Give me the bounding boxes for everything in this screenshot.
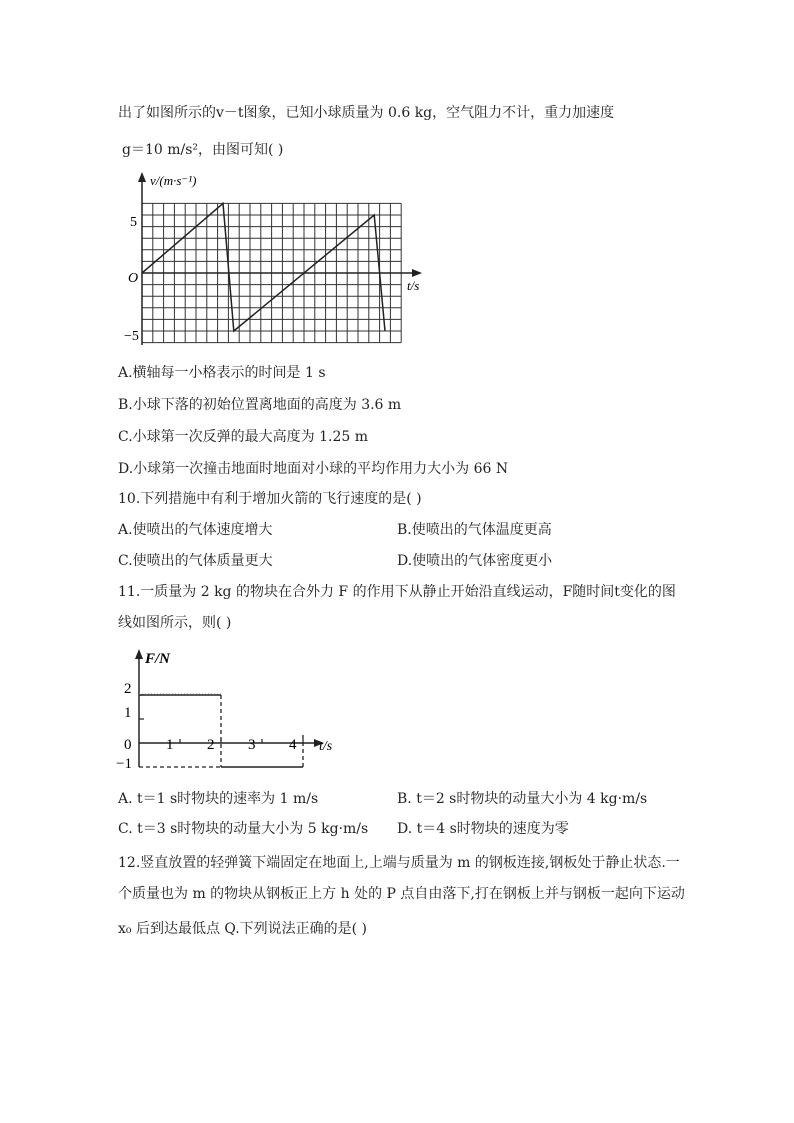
q11-option-a: A. t＝1 s时物块的速率为 1 m/s [118,791,319,807]
vt-tick-neg5: −5 [124,329,139,344]
ft-tick-label-2: 2 [207,737,215,753]
q11-option-c: C. t＝3 s时物块的动量大小为 5 kg·m/s [118,821,369,837]
vt-tick-5: 5 [130,215,137,230]
vt-y-arrow [138,172,146,182]
vt-chart [120,170,430,350]
q10-option-a: A.使喷出的气体速度增大 [118,522,273,538]
ft-tick-label-3: 3 [248,737,256,753]
q12-stem-line2: 个质量也为 m 的物块从钢板正上方 h 处的 P 点自由落下,打在钢板上并与钢板一起向下运动 [118,886,685,902]
ft-tick-label-1: 1 [166,737,174,753]
ft-y-arrow [135,649,143,659]
ft-chart [112,645,352,775]
q11-stem-line2: 线如图所示，则( ) [118,615,232,631]
q9-option-a: A.横轴每一小格表示的时间是 1 s [118,365,326,381]
vt-series-line [142,203,385,331]
ft-ytick-neg1: −1 [116,756,132,772]
ft-ytick-2: 2 [124,681,132,697]
ft-ytick-1: 1 [124,705,132,721]
q12-stem-line1: 12.竖直放置的轻弹簧下端固定在地面上,上端与质量为 m 的钢板连接,钢板处于静止状态.一 [118,855,680,871]
q10-stem: 10.下列措施中有利于增加火箭的飞行速度的是( ) [118,491,422,507]
q12-stem-line3: x₀ 后到达最低点 Q.下列说法正确的是( ) [118,921,368,937]
vt-x-axis-label: t/s [407,278,420,293]
q9-option-d: D.小球第一次撞击地面时地面对小球的平均作用力大小为 66 N [118,461,509,477]
ft-tick-label-0: 0 [124,737,132,753]
vt-tick-origin: O [128,271,139,286]
ft-tick-label-4: 4 [289,737,297,753]
q11-option-d: D. t＝4 s时物块的速度为零 [397,821,569,837]
q9-option-b: B.小球下落的初始位置离地面的高度为 3.6 m [118,397,402,413]
q10-option-d: D.使喷出的气体密度更小 [397,553,553,569]
vt-y-axis-label: v/(m·s⁻¹) [150,173,197,188]
vt-x-arrow [412,269,422,277]
q10-option-b: B.使喷出的气体温度更高 [397,522,552,538]
q11-option-b: B. t＝2 s时物块的动量大小为 4 kg·m/s [397,791,648,807]
q11-stem-line1: 11.一质量为 2 kg 的物块在合外力 F 的作用下从静止开始沿直线运动，F随时间t变化的图 [118,584,676,600]
q9-option-c: C.小球第一次反弹的最大高度为 1.25 m [118,429,369,445]
q9-stem-line1: 出了如图所示的v－t图象，已知小球质量为 0.6 kg，空气阻力不计，重力加速度 [118,105,615,121]
q10-option-c: C.使喷出的气体质量更大 [118,553,273,569]
q9-stem-line2: g＝10 m/s²，由图可知( ) [122,142,284,158]
ft-x-axis-label: t/s [319,739,333,754]
ft-y-axis-label: F/N [145,651,171,667]
